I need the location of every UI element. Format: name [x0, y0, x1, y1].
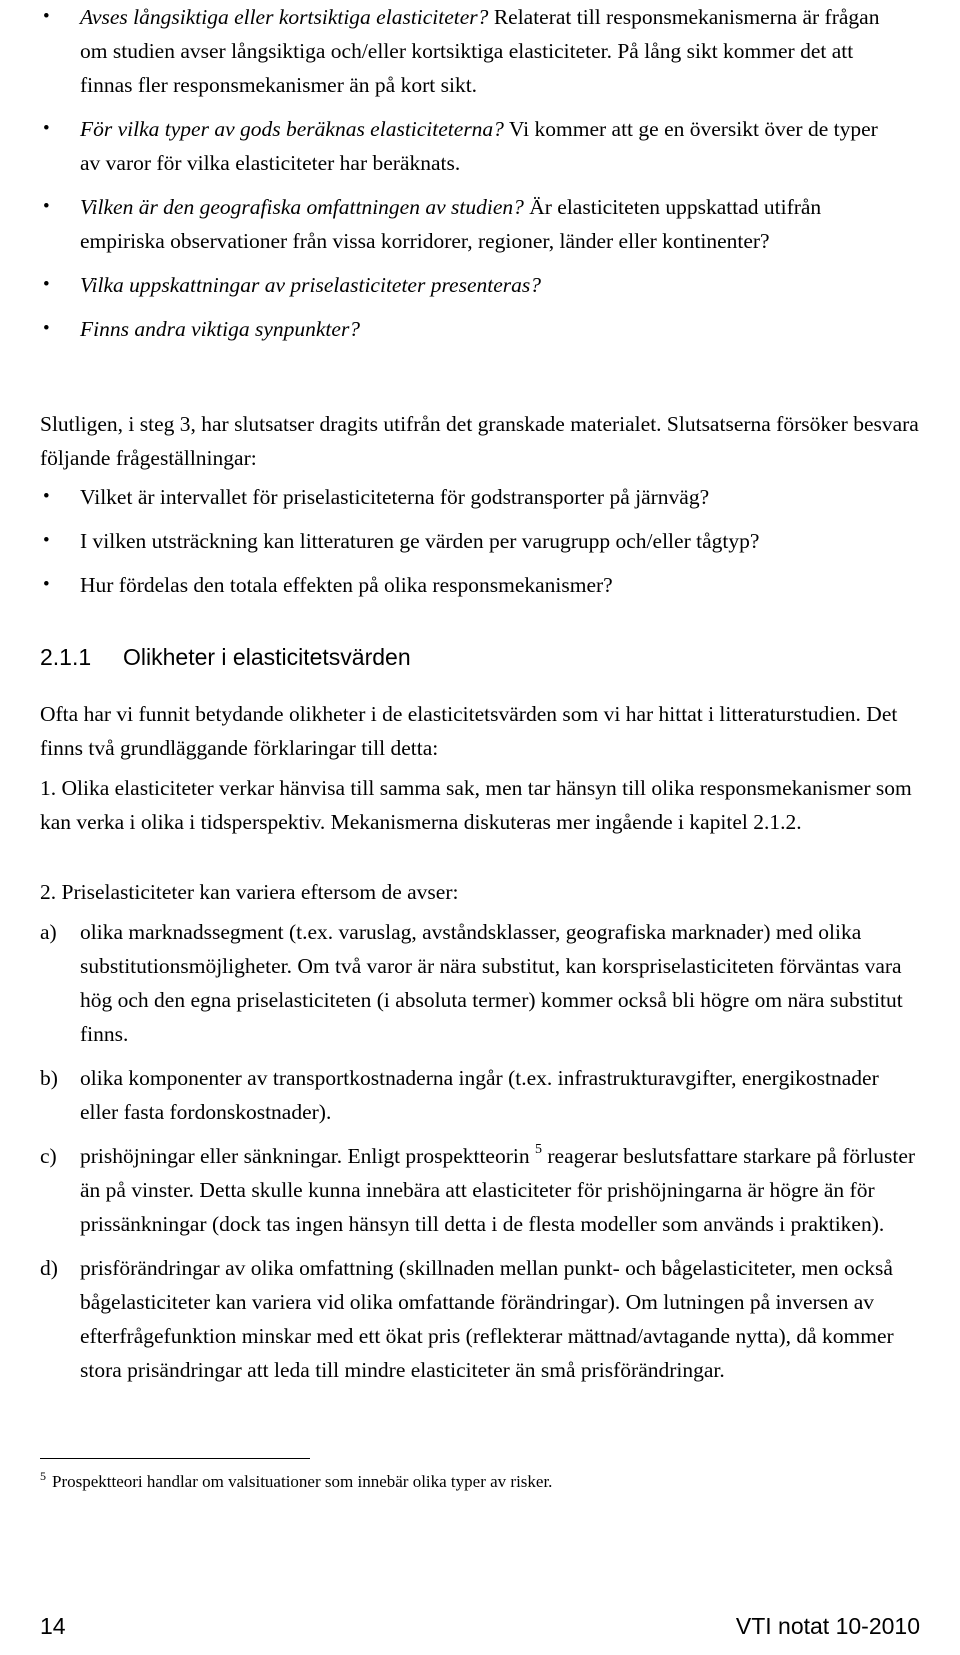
differences-paragraph: Ofta har vi funnit betydande olikheter i de elasticitetsvärden som vi har hittat i litteraturstudien. Det finns två grundläggande förklaringar till detta: [40, 702, 898, 760]
list-marker: b) [40, 1066, 58, 1090]
section-heading [40, 640, 920, 674]
list-item: • Hur fördelas den totala effekten på olika responsmekanismer? [40, 568, 920, 602]
footnote-ref[interactable]: 5 [535, 1142, 542, 1157]
explanation-1: 1. Olika elasticiteter verkar hänvisa till samma sak, men tar hänsyn till olika responsmekanismer som kan verka i olika i tidsperspektiv. Mekanismerna diskuteras mer ingående i kapitel 2.1.2. [40, 776, 912, 834]
study-questions-list [40, 0, 900, 356]
list-item: b) olika komponenter av transportkostnaderna ingår (t.ex. infrastrukturavgifter, energikostnader eller fasta fordonskostnader). [40, 1061, 920, 1129]
footnote-number: 5 [40, 1469, 46, 1483]
publication-series: VTI notat 10-2010 [735, 1613, 920, 1639]
list-item: d) prisförändringar av olika omfattning (skillnaden mellan punkt- och bågelasticiteter, men också bågelasticiteter kan variera vid olika omfattande förändringar). Om lutningen på inversen av efterfrågefunktion minskar med ett ökat pris (reflekterar mättnad/avtagande nytta), då kommer stora prisändringar att leda till mindre elasticiteter än små prisförändringar. [40, 1251, 920, 1387]
section-title: Olikheter i elasticitetsvärden [123, 644, 411, 670]
conclusion-paragraph: Slutligen, i steg 3, har slutsatser dragits utifrån det granskade materialet. Slutsatserna försöker besvara följande frågeställningar: [40, 412, 919, 470]
list-item: • I vilken utsträckning kan litteraturen ge värden per varugrupp och/eller tågtyp? [40, 524, 920, 558]
section-number: 2.1.1 [40, 644, 92, 670]
list-marker: c) [40, 1144, 57, 1168]
list-item: • Finns andra viktiga synpunkter? [40, 312, 900, 346]
list-item: c) prishöjningar eller sänkningar. Enligt prospektteorin $^5$ reagerar beslutsfattare starkare på förluster än på vinster. Detta skulle kunna innebära att elasticiteter för prishöjningarna är högre än för prissänkningar (dock tas ingen hänsyn till detta i de flesta modeller som används i praktiken). [40, 1139, 920, 1241]
page-number: 14 [40, 1613, 66, 1639]
list-marker: a) [40, 920, 57, 944]
list-item: • Vilken är den geografiska omfattningen av studien? Är elasticiteten uppskattad utifrån empiriska observationer från vissa korridorer, regioner, länder eller kontinenter? [40, 190, 900, 258]
footnote-text: Prospektteori handlar om valsituationer som innebär olika typer av risker. [52, 1472, 553, 1491]
list-item: a) olika marknadssegment (t.ex. varuslag, avståndsklasser, geografiska marknader) med olika substitutionsmöjligheter. Om två varor är nära substitut, kan korspriselasticiteten förväntas vara hög och den egna priselasticiteten (i absoluta termer) kommer också bli högre om nära substitut finns. [40, 915, 920, 1051]
list-item: • Avses långsiktiga eller kortsiktiga elasticiteter? Relaterat till responsmekanismerna är frågan om studien avser långsiktiga och/eller kortsiktiga elasticiteter. På lång sikt kommer det att finnas fler responsmekanismer än på kort sikt. [40, 0, 900, 102]
footnote-divider [40, 1458, 310, 1459]
list-marker: d) [40, 1256, 58, 1280]
list-item: • För vilka typer av gods beräknas elasticiteterna? Vi kommer att ge en översikt över de typer av varor för vilka elasticiteter har beräknats. [40, 112, 900, 180]
list-item: • Vilket är intervallet för priselasticiteterna för godstransporter på järnväg? [40, 480, 920, 514]
footnote [40, 1470, 920, 1494]
list-item: • Vilka uppskattningar av priselasticiteter presenteras? [40, 268, 900, 302]
page-footer [40, 1606, 920, 1646]
explanation-2: 2. Priselasticiteter kan variera eftersom de avser: [40, 880, 459, 904]
alpha-list [40, 915, 920, 1397]
conclusion-questions-list [40, 480, 920, 612]
